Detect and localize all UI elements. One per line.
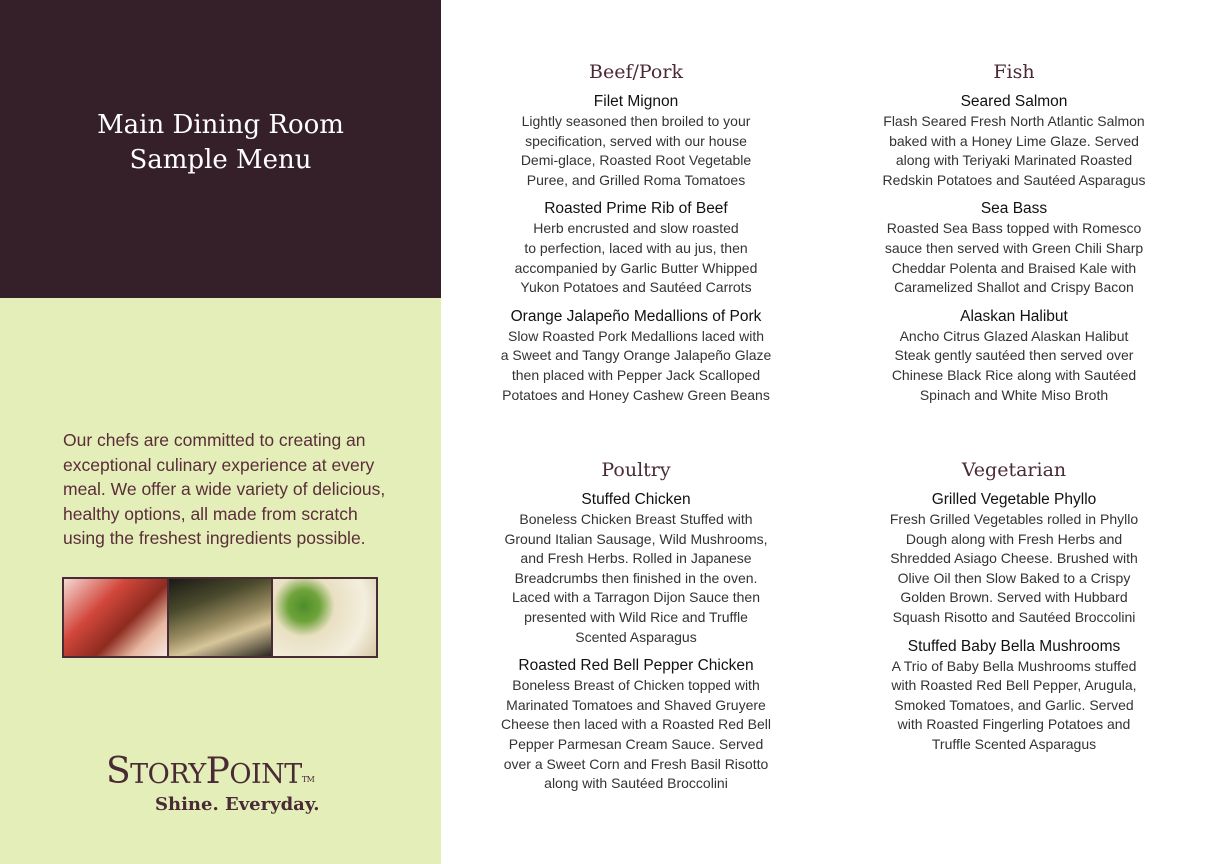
title-line: Sample Menu xyxy=(129,145,312,175)
menu-item xyxy=(869,490,1159,628)
item-description: Roasted Sea Bass topped with Romesco sauce then served with Green Chili Sharp Cheddar Polenta and Braised Kale with Caramelized Shallot and Crispy Bacon xyxy=(884,220,1144,296)
section-heading: Fish xyxy=(993,61,1035,83)
page-title xyxy=(0,108,441,178)
item-description: Ancho Citrus Glazed Alaskan Halibut Steak gently sautéed then served over Chinese Black Rice along with Sautéed Spinach and White Miso Broth xyxy=(891,327,1137,403)
photo-phyllo-icon xyxy=(273,579,376,656)
intro-line: exceptional culinary experience at every xyxy=(63,454,375,475)
item-name: Sea Bass xyxy=(980,200,1048,218)
item-name: Roasted Prime Rib of Beef xyxy=(544,200,728,218)
photo-strip xyxy=(62,577,378,658)
storypoint-logo xyxy=(106,752,356,815)
section-heading: Vegetarian xyxy=(961,459,1067,481)
item-name: Roasted Red Bell Pepper Chicken xyxy=(518,657,754,675)
menu-item xyxy=(869,199,1159,297)
intro-text xyxy=(63,428,403,551)
item-description: Slow Roasted Pork Medallions laced with a Sweet and Tangy Orange Jalapeño Glaze then placed with Pepper Jack Scalloped Potatoes and Honey Cashew Green Beans xyxy=(500,327,772,403)
section-beef-pork xyxy=(491,60,781,414)
item-description: A Trio of Baby Bella Mushrooms stuffed with Roasted Red Bell Pepper, Arugula, Smoked Tomatoes, and Garlic. Served with Roasted Fingerling Potatoes and Truffle Scented Asparagus xyxy=(891,657,1137,752)
section-vegetarian xyxy=(869,458,1159,764)
item-name: Stuffed Baby Bella Mushrooms xyxy=(907,637,1121,655)
menu-item xyxy=(869,92,1159,190)
menu-item xyxy=(869,307,1159,405)
item-name: Seared Salmon xyxy=(960,93,1068,110)
intro-line: using the freshest ingredients possible. xyxy=(63,528,366,549)
intro-line: Our chefs are committed to creating an xyxy=(63,430,366,450)
title-line: Main Dining Room xyxy=(97,110,344,140)
menu-item xyxy=(491,490,781,647)
item-description: Herb encrusted and slow roasted to perfection, laced with au jus, then accompanied by Garlic Butter Whipped Yukon Potatoes and Sautéed Carrots xyxy=(514,220,758,296)
section-fish xyxy=(869,60,1159,414)
intro-line: healthy options, all made from scratch xyxy=(63,503,358,524)
menu-item xyxy=(869,637,1159,755)
logo-tagline: Shine. Everyday. xyxy=(155,794,320,815)
item-name: Orange Jalapeño Medallions of Pork xyxy=(510,307,762,325)
item-name: Filet Mignon xyxy=(593,93,679,110)
photo-plated-dish-icon xyxy=(169,579,272,656)
item-description: Fresh Grilled Vegetables rolled in Phyllo Dough along with Fresh Herbs and Shredded Asiago Cheese. Brushed with Olive Oil then Slow Baked to a Crispy Golden Brown. Served with Hubbard Squash Risotto and Sautéed Broccolini xyxy=(889,511,1139,625)
item-description: Lightly seasoned then broiled to your specification, served with our house Demi-glace, Roasted Root Vegetable Puree, and Grilled Roma Tomatoes xyxy=(520,113,752,188)
item-description: Boneless Breast of Chicken topped with Marinated Tomatoes and Shaved Gruyere Cheese then laced with a Roasted Red Bell Pepper Parmesan Cream Sauce. Served over a Sweet Corn and Fresh Basil Risotto along with Sautéed Broccolini xyxy=(500,677,772,792)
menu-item xyxy=(491,92,781,190)
menu-item xyxy=(491,199,781,297)
item-description: Boneless Chicken Breast Stuffed with Ground Italian Sausage, Wild Mushrooms, and Fresh Herbs. Rolled in Japanese Breadcrumbs then finished in the oven. Laced with a Tarragon Dijon Sauce then presented with Wild Rice and Truffle Scented Asparagus xyxy=(504,511,768,645)
menu-item xyxy=(491,307,781,405)
photo-dessert-icon xyxy=(64,579,167,656)
intro-line: meal. We offer a wide variety of delicious, xyxy=(63,479,386,500)
item-name: Grilled Vegetable Phyllo xyxy=(931,491,1097,508)
logo-wordmark: STORYPOINT™ xyxy=(106,751,315,792)
item-name: Stuffed Chicken xyxy=(581,491,691,508)
section-heading: Poultry xyxy=(601,459,671,481)
menu-item xyxy=(491,656,781,794)
section-heading: Beef/Pork xyxy=(589,61,683,83)
item-description: Flash Seared Fresh North Atlantic Salmon baked with a Honey Lime Glaze. Served along with Teriyaki Marinated Roasted Redskin Potatoes and Sautéed Asparagus xyxy=(882,113,1146,188)
item-name: Alaskan Halibut xyxy=(960,307,1068,325)
section-poultry xyxy=(491,458,781,803)
